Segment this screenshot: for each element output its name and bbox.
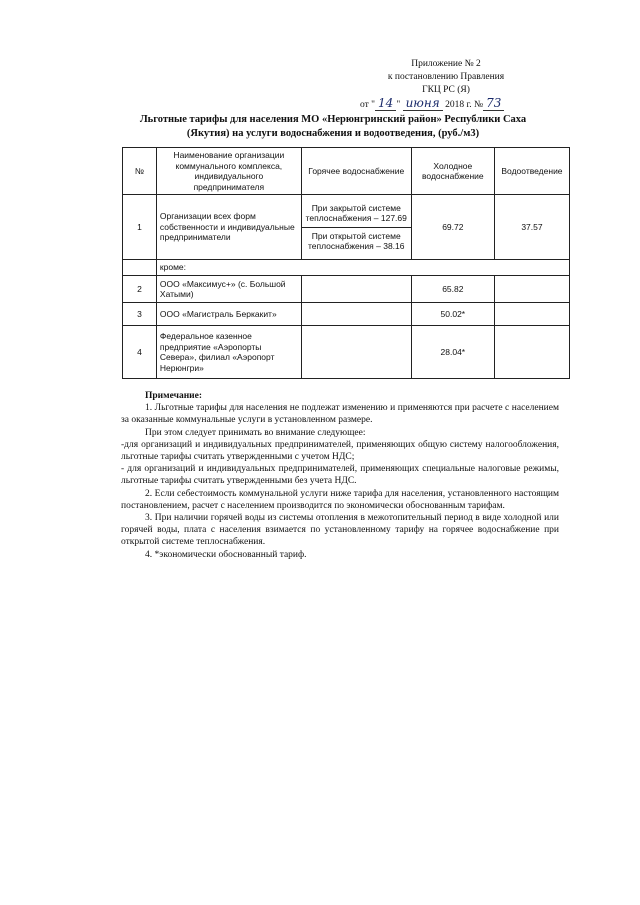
cell-number: 3 (123, 303, 157, 326)
appendix-line-3: ГКЦ РС (Я) (422, 85, 470, 95)
appendix-header (346, 58, 546, 112)
cell-except-label: кроме: (156, 260, 569, 276)
table-row (123, 303, 570, 326)
table-row (123, 276, 570, 303)
cell-hot-water (301, 303, 411, 326)
cell-cold-water: 50.02* (411, 303, 494, 326)
date-day-handwritten: 14 (375, 96, 396, 111)
cell-organization: Организации всех форм собственности и индивидуальные предприниматели (156, 195, 301, 260)
table-header-row (123, 148, 570, 195)
cell-hot-water (301, 195, 411, 260)
cell-drainage (494, 303, 569, 326)
header-drainage: Водоотведение (494, 148, 569, 195)
cell-number: 4 (123, 326, 157, 379)
note-paragraph: 4. *экономически обоснованный тариф. (145, 549, 307, 560)
appendix-line-1: Приложение № 2 (411, 59, 481, 69)
note-paragraph: 1. Льготные тарифы для населения не подлежат изменению и применяются при расчете с населением за оказанные коммунальные услуги в установленном размере. (121, 403, 559, 426)
cell-hot-water (301, 276, 411, 303)
note-paragraph: 3. При наличии горячей воды из системы отопления в межотопительный период в виде холодной или горячей воды, плата с населения взимается по установленному тарифу на горячее водоснабжение при открытой системе теплоснабжения. (121, 513, 559, 548)
table-row-except (123, 260, 570, 276)
note-paragraph: 2. Если себестоимость коммунальной услуги ниже тарифа для населения, установленного настоящим постановлением, расчет с населением производится по экономически обоснованным тарифам. (121, 488, 559, 511)
note-paragraph: - для организаций и индивидуальных предпринимателей, применяющих специальные налоговые режимы, льготные тарифы считать утвержденными без учета НДС. (121, 464, 559, 487)
header-number: № (123, 148, 157, 195)
date-month-handwritten: июня (403, 96, 443, 111)
table-row (123, 195, 570, 260)
date-separator: " (396, 100, 401, 110)
cell-cold-water: 28.04* (411, 326, 494, 379)
header-organization: Наименование организации коммунального комплекса, индивидуального предпринимателя (156, 148, 301, 195)
header-hot-water: Горячее водоснабжение (301, 148, 411, 195)
note-paragraph: При этом следует принимать во внимание следующее: (145, 427, 366, 438)
tariff-table (122, 147, 570, 379)
cell-drainage (494, 276, 569, 303)
appendix-date-line (346, 97, 546, 112)
appendix-line-2: к постановлению Правления (387, 72, 505, 82)
cell-cold-water: 65.82 (411, 276, 494, 303)
notes-section (121, 390, 559, 561)
cell-drainage: 37.57 (494, 195, 569, 260)
date-number-handwritten: 73 (483, 96, 504, 111)
document-title: Льготные тарифы для населения МО «Нерюнгринский район» Республики Саха (Якутия) на услуги водоснабжения и водоотведения, (руб./м3) (139, 114, 527, 139)
date-prefix: от " (360, 100, 376, 110)
header-cold-water: Холодное водоснабжение (411, 148, 494, 195)
cell-number (123, 260, 157, 276)
cell-organization: ООО «Магистраль Беркакит» (156, 303, 301, 326)
cell-organization: Федеральное казенное предприятие «Аэропорты Севера», филиал «Аэропорт Нерюнгри» (156, 326, 301, 379)
cell-organization: ООО «Максимус+» (с. Большой Хатыми) (156, 276, 301, 303)
cell-cold-water: 69.72 (411, 195, 494, 260)
hot-water-closed-system: При закрытой системе теплоснабжения – 127.69 (302, 203, 411, 228)
table-row (123, 326, 570, 379)
cell-number: 1 (123, 195, 157, 260)
hot-water-open-system: При открытой системе теплоснабжения – 38.16 (307, 230, 405, 251)
note-paragraph: -для организаций и индивидуальных предпринимателей, применяющих общую систему налогообложения, льготные тарифы считать утвержденными с учетом НДС; (121, 439, 559, 463)
notes-heading: Примечание: (145, 391, 203, 401)
cell-number: 2 (123, 276, 157, 303)
date-year: 2018 г. № (445, 100, 484, 110)
cell-hot-water (301, 326, 411, 379)
cell-drainage (494, 326, 569, 379)
